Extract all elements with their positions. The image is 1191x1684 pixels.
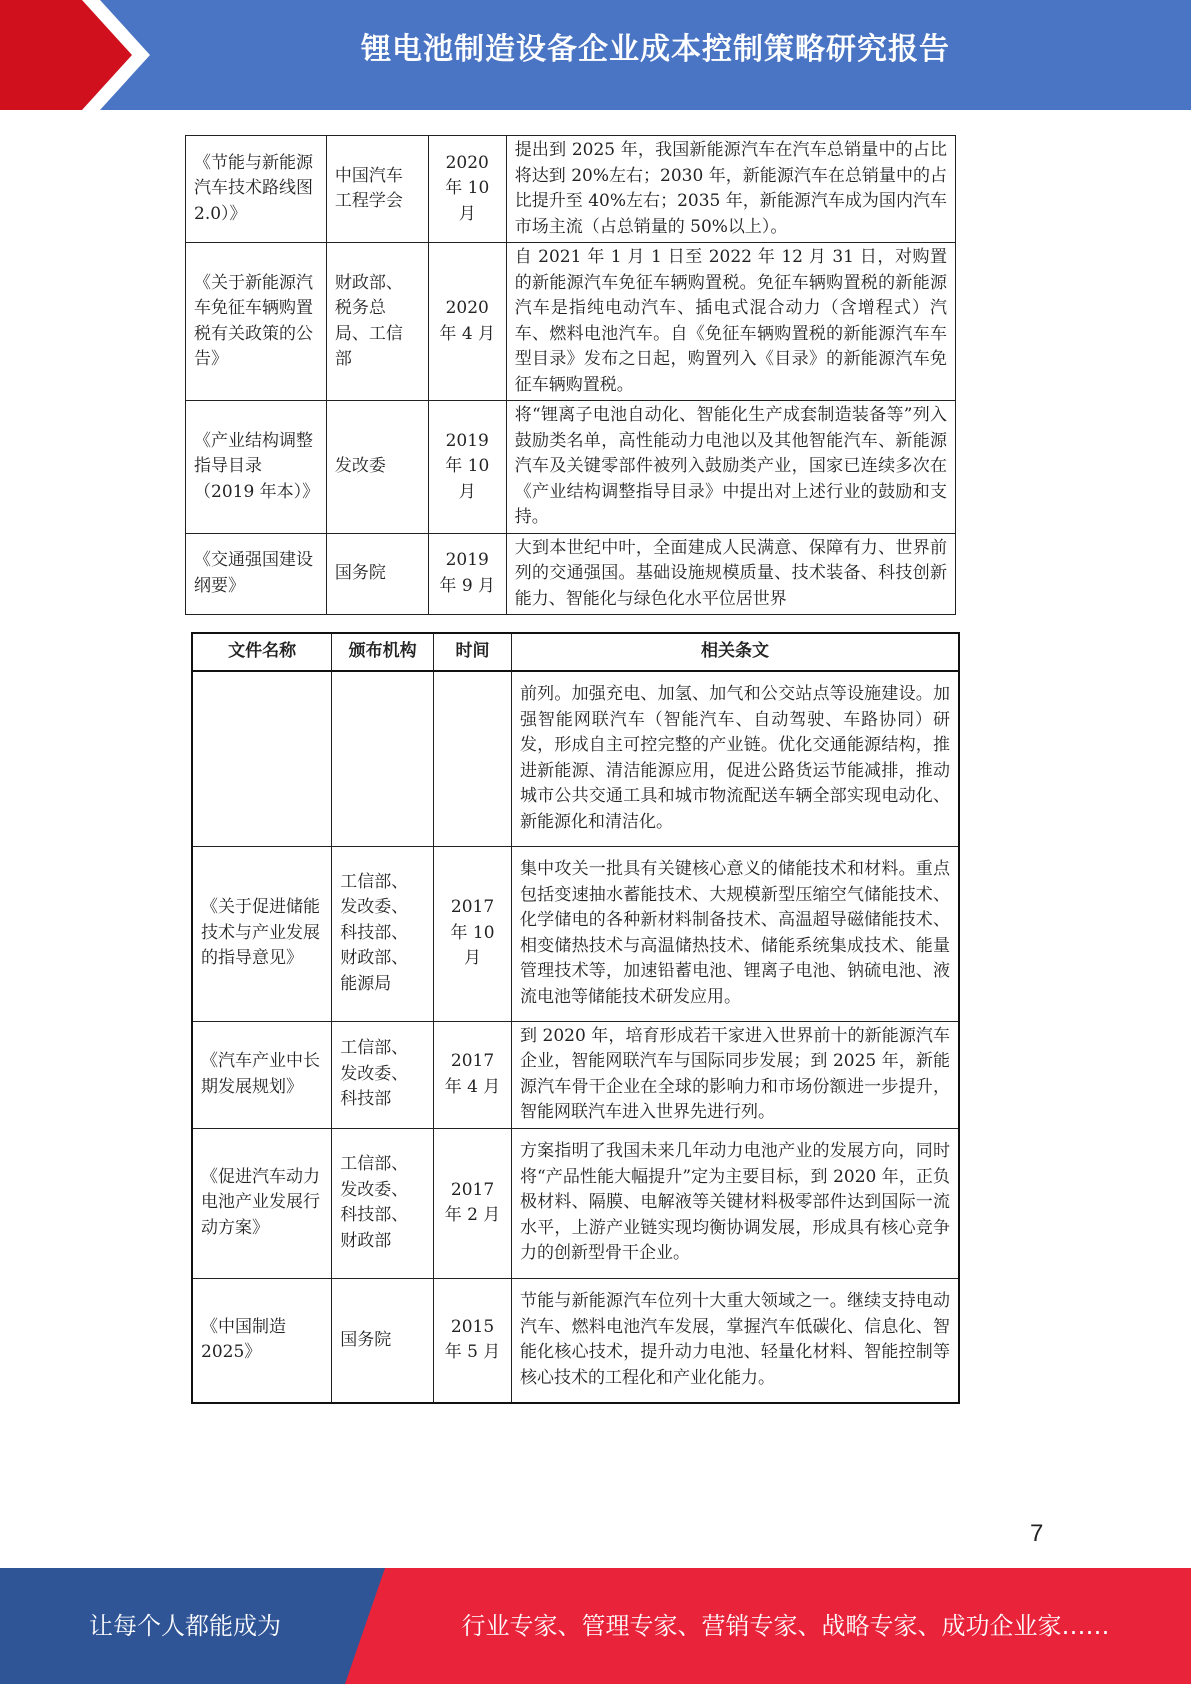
page-header xyxy=(0,0,1191,110)
issuing-agency: 国务院 xyxy=(326,533,428,615)
issue-date: 2015 年 5 月 xyxy=(434,1278,512,1403)
issue-date: 2019 年 9 月 xyxy=(428,533,506,615)
document-name xyxy=(192,671,332,846)
issuing-agency: 中国汽车工程学会 xyxy=(326,136,428,243)
issuing-agency: 工信部、发改委、科技部 xyxy=(332,1021,434,1128)
issue-date xyxy=(434,671,512,846)
policy-table xyxy=(191,632,960,1404)
table-row xyxy=(192,1021,959,1128)
document-name: 《汽车产业中长期发展规划》 xyxy=(192,1021,332,1128)
related-provisions: 自 2021 年 1 月 1 日至 2022 年 12 月 31 日，对购置的新能源汽车免征车辆购置税。免征车辆购置税的新能源汽车是指纯电动汽车、插电式混合动力（含增程式）汽车、燃料电池汽车。自《免征车辆购置税的新能源汽车车型目录》发布之日起，购置列入《目录》的新能源汽车免征车辆购置税。 xyxy=(506,243,955,401)
header-related-provisions: 相关条文 xyxy=(511,633,959,671)
table-row xyxy=(186,401,956,534)
related-provisions: 将“锂离子电池自动化、智能化生产成套制造装备等”列入鼓励类名单，高性能动力电池以及其他智能汽车、新能源汽车及关键零部件被列入鼓励类产业，国家已连续多次在《产业结构调整指导目录》中提出对上述行业的鼓励和支持。 xyxy=(506,401,955,534)
table-row xyxy=(192,1278,959,1403)
issuing-agency: 国务院 xyxy=(332,1278,434,1403)
issue-date: 2020 年 4 月 xyxy=(428,243,506,401)
issuing-agency: 工信部、发改委、科技部、财政部 xyxy=(332,1128,434,1278)
issue-date: 2017 年 10 月 xyxy=(434,846,512,1021)
issue-date: 2017 年 2 月 xyxy=(434,1128,512,1278)
footer-slogan-right: 行业专家、管理专家、营销专家、战略专家、成功企业家…… xyxy=(461,1612,1110,1640)
table-header-row xyxy=(192,633,959,671)
issuing-agency: 财政部、税务总局、工信部 xyxy=(326,243,428,401)
table-row xyxy=(186,243,956,401)
table-row xyxy=(192,671,959,846)
document-name: 《中国制造 2025》 xyxy=(192,1278,332,1403)
header-document-name: 文件名称 xyxy=(192,633,332,671)
document-name: 《促进汽车动力电池产业发展行动方案》 xyxy=(192,1128,332,1278)
related-provisions: 大到本世纪中叶，全面建成人民满意、保障有力、世界前列的交通强国。基础设施规模质量、技术装备、科技创新能力、智能化与绿色化水平位居世界 xyxy=(506,533,955,615)
header-red-arrow-icon xyxy=(0,0,150,110)
header-issuing-agency: 颁布机构 xyxy=(332,633,434,671)
issue-date: 2019 年 10 月 xyxy=(428,401,506,534)
issuing-agency xyxy=(332,671,434,846)
issue-date: 2020 年 10 月 xyxy=(428,136,506,243)
table-row xyxy=(186,136,956,243)
policy-table-continued xyxy=(185,135,956,615)
related-provisions: 前列。加强充电、加氢、加气和公交站点等设施建设。加强智能网联汽车（智能汽车、自动驾驶、车路协同）研发，形成自主可控完整的产业链。优化交通能源结构，推进新能源、清洁能源应用，促进公路货运节能减排，推动城市公共交通工具和城市物流配送车辆全部实现电动化、新能源化和清洁化。 xyxy=(511,671,959,846)
footer-slogan-left: 让每个人都能成为 xyxy=(89,1612,281,1640)
related-provisions: 方案指明了我国未来几年动力电池产业的发展方向，同时将“产品性能大幅提升”定为主要目标，到 2020 年，正负极材料、隔膜、电解液等关键材料极零部件达到国际一流水平，上游产业链实现均衡协调发展，形成具有核心竞争力的创新型骨干企业。 xyxy=(511,1128,959,1278)
page-number: 7 xyxy=(1030,1520,1044,1547)
issuing-agency: 工信部、发改委、科技部、财政部、能源局 xyxy=(332,846,434,1021)
table-row xyxy=(192,846,959,1021)
related-provisions: 集中攻关一批具有关键核心意义的储能技术和材料。重点包括变速抽水蓄能技术、大规模新型压缩空气储能技术、化学储电的各种新材料制备技术、高温超导磁储能技术、相变储热技术与高温储热技术、储能系统集成技术、能量管理技术等，加速铅蓄电池、锂离子电池、钠硫电池、液流电池等储能技术研发应用。 xyxy=(511,846,959,1021)
related-provisions: 节能与新能源汽车位列十大重大领域之一。继续支持电动汽车、燃料电池汽车发展，掌握汽车低碳化、信息化、智能化核心技术，提升动力电池、轻量化材料、智能控制等核心技术的工程化和产业化能力。 xyxy=(511,1278,959,1403)
related-provisions: 提出到 2025 年，我国新能源汽车在汽车总销量中的占比将达到 20%左右；2030 年，新能源汽车在总销量中的占比提升至 40%左右；2035 年，新能源汽车成为国内汽车市场主流（占总销量的 50%以上）。 xyxy=(506,136,955,243)
issuing-agency: 发改委 xyxy=(326,401,428,534)
report-title: 锂电池制造设备企业成本控制策略研究报告 xyxy=(361,32,950,67)
document-name: 《关于新能源汽车免征车辆购置税有关政策的公告》 xyxy=(186,243,327,401)
document-name: 《关于促进储能技术与产业发展的指导意见》 xyxy=(192,846,332,1021)
page-footer xyxy=(0,1568,1191,1684)
document-name: 《节能与新能源汽车技术路线图 2.0）》 xyxy=(186,136,327,243)
document-name: 《交通强国建设纲要》 xyxy=(186,533,327,615)
table-row xyxy=(186,533,956,615)
table-row xyxy=(192,1128,959,1278)
document-name: 《产业结构调整指导目录（2019 年本）》 xyxy=(186,401,327,534)
header-date: 时间 xyxy=(434,633,512,671)
related-provisions: 到 2020 年，培育形成若干家进入世界前十的新能源汽车企业，智能网联汽车与国际同步发展；到 2025 年，新能源汽车骨干企业在全球的影响力和市场份额进一步提升，智能网联汽车进入世界先进行列。 xyxy=(511,1021,959,1128)
issue-date: 2017 年 4 月 xyxy=(434,1021,512,1128)
